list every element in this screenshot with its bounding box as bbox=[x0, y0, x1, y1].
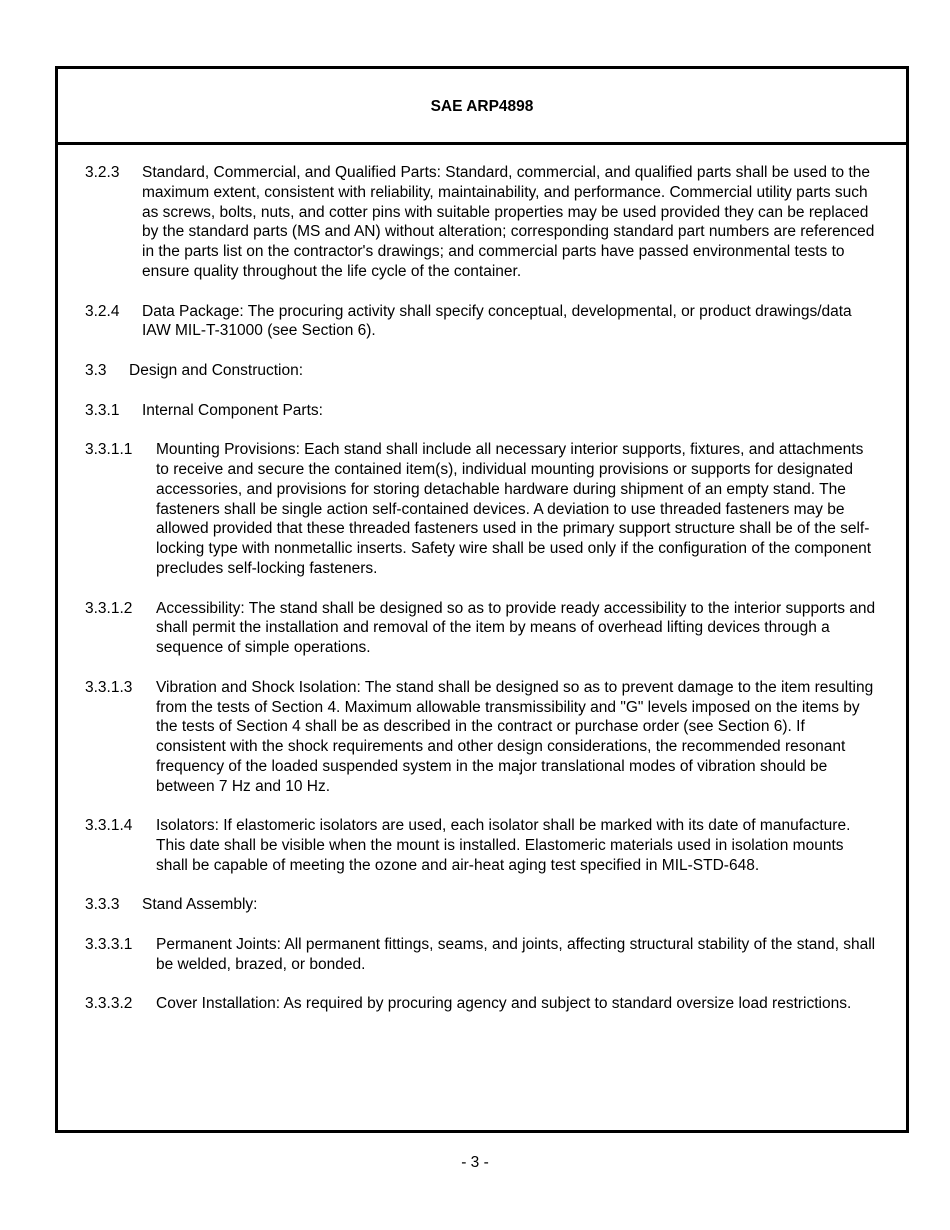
section-number: 3.2.3 bbox=[85, 164, 120, 181]
section-3-3-3 bbox=[85, 895, 876, 915]
section-text: Standard, Commercial, and Qualified Parts: Standard, commercial, and qualified parts shall be used to the maximum extent, consistent with reliability, maintainability, and performance. Commercial utility parts such as screws, bolts, nuts, and cotter pins with suitable properties may be used provided they can be replaced by the standard parts (MS and AN) without alteration; corresponding standard part numbers are referenced in the parts list on the contractor's drawings; and commercial parts have passed environmental tests to ensure quality throughout the life cycle of the container. bbox=[142, 164, 875, 280]
section-text: Accessibility: The stand shall be designed so as to provide ready accessibility to the interior supports and shall permit the installation and removal of the item by means of overhead lifting devices through a sequence of simple operations. bbox=[156, 599, 876, 657]
section-3-3-1-1 bbox=[85, 440, 876, 579]
document-header bbox=[58, 69, 906, 145]
section-text: Isolators: If elastomeric isolators are used, each isolator shall be marked with its date of manufacture. This date shall be visible when the mount is installed. Elastomeric materials used in isolation mounts shall be capable of meeting the ozone and air-heat aging test specified in MIL-STD-648. bbox=[156, 817, 851, 874]
section-3-3-1-4 bbox=[85, 816, 876, 875]
section-text: Design and Construction: bbox=[129, 361, 304, 379]
section-3-2-4 bbox=[85, 302, 876, 342]
section-3-3-1 bbox=[85, 401, 876, 421]
section-number: 3.3.3.1 bbox=[85, 936, 133, 954]
page-frame bbox=[55, 66, 909, 1133]
section-text: Vibration and Shock Isolation: The stand shall be designed so as to prevent damage to the item resulting from the tests of Section 4. Maximum allowable transmissibility and "G" levels imposed on the items by the tests of Section 4 shall be as described in the contract or purchase order (see Section 6). If consistent with the shock requirements and other design considerations, the recommended resonant frequency of the loaded suspended system in the major translational modes of vibration should be between 7 Hz and 10 Hz. bbox=[156, 678, 874, 795]
section-3-3 bbox=[85, 361, 876, 381]
section-3-3-1-3 bbox=[85, 678, 876, 797]
section-text: Cover Installation: As required by procuring agency and subject to standard oversize load restrictions. bbox=[156, 995, 852, 1013]
section-3-3-3-1 bbox=[85, 935, 876, 975]
section-text: Stand Assembly: bbox=[142, 896, 258, 914]
document-body bbox=[58, 145, 906, 1014]
section-3-3-3-2 bbox=[85, 994, 876, 1014]
document-title: SAE ARP4898 bbox=[430, 97, 534, 115]
section-3-3-1-2 bbox=[85, 599, 876, 658]
section-3-2-3 bbox=[85, 163, 876, 282]
section-number: 3.3.1.2 bbox=[85, 599, 133, 617]
section-number: 3.2.4 bbox=[85, 302, 120, 320]
section-number: 3.3.3.2 bbox=[85, 995, 133, 1013]
section-number: 3.3.1.1 bbox=[85, 441, 133, 459]
section-text: Internal Component Parts: bbox=[142, 401, 323, 419]
section-number: 3.3 bbox=[85, 361, 107, 379]
section-text: Mounting Provisions: Each stand shall include all necessary interior supports, fixtures, and attachments to receive and secure the contained item(s), individual mounting provisions or supports for designated accessories, and provisions for storing detachable hardware during shipment of an empty stand. The fasteners shall be single action self-contained devices. A deviation to use threaded fasteners may be allowed provided that these threaded fasteners used in the primary support structure shall be of the self-locking type with nonmetallic inserts. Safety wire shall be used only if the configuration of the component precludes self-locking fasteners. bbox=[156, 441, 872, 577]
section-number: 3.3.3 bbox=[85, 896, 120, 914]
section-number: 3.3.1.4 bbox=[85, 817, 133, 835]
section-number: 3.3.1 bbox=[85, 401, 120, 419]
section-text: Permanent Joints: All permanent fittings, seams, and joints, affecting structural stability of the stand, shall be welded, brazed, or bonded. bbox=[156, 936, 876, 973]
section-text: Data Package: The procuring activity shall specify conceptual, developmental, or product drawings/data IAW MIL-T-31000 (see Section 6). bbox=[142, 302, 852, 340]
page-number: - 3 - bbox=[461, 1154, 489, 1171]
section-number: 3.3.1.3 bbox=[85, 678, 133, 696]
